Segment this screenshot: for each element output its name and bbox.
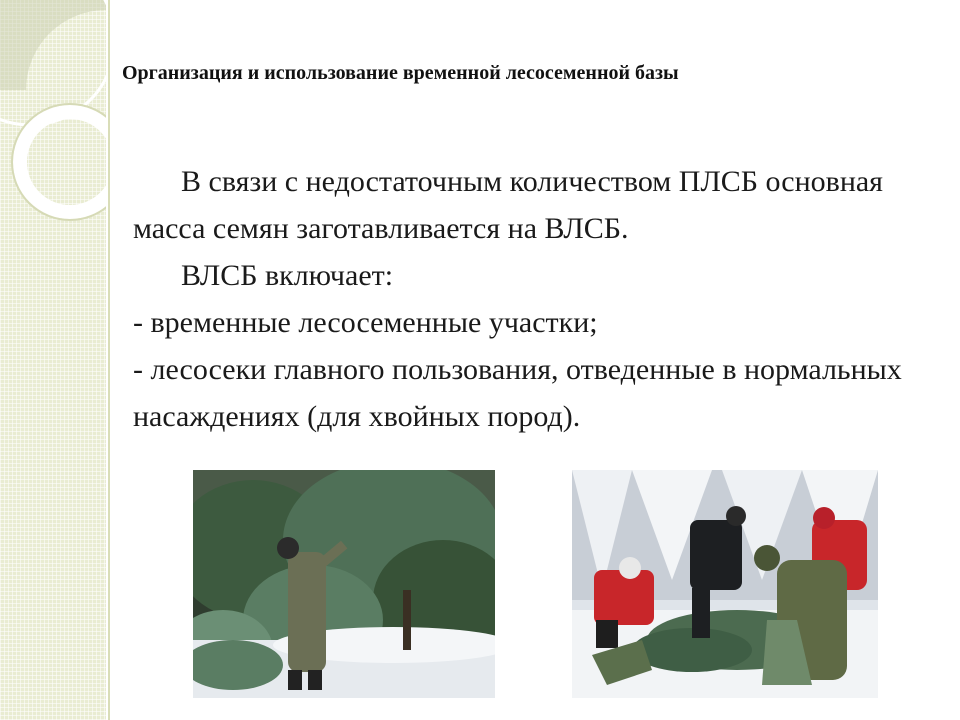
photo-man-collecting-cones — [193, 470, 495, 698]
photo-group-collecting-branches — [572, 470, 878, 698]
paragraph-intro: В связи с недостаточным количеством ПЛСБ основная масса семян заготавливается на ВЛСБ. — [133, 165, 883, 245]
slide-title: Организация и использование временной лесосеменной базы — [122, 62, 679, 84]
list-item-cutting-areas: - лесосеки главного пользования, отведенные в нормальных насаждениях (для хвойных пород). — [133, 353, 902, 433]
list-item-temporary-plots: - временные лесосеменные участки; — [133, 306, 598, 339]
decorative-rings — [0, 0, 106, 720]
decorative-side-band — [0, 0, 108, 720]
paragraph-includes: ВЛСБ включает: — [181, 259, 394, 292]
slide-body — [133, 158, 923, 440]
